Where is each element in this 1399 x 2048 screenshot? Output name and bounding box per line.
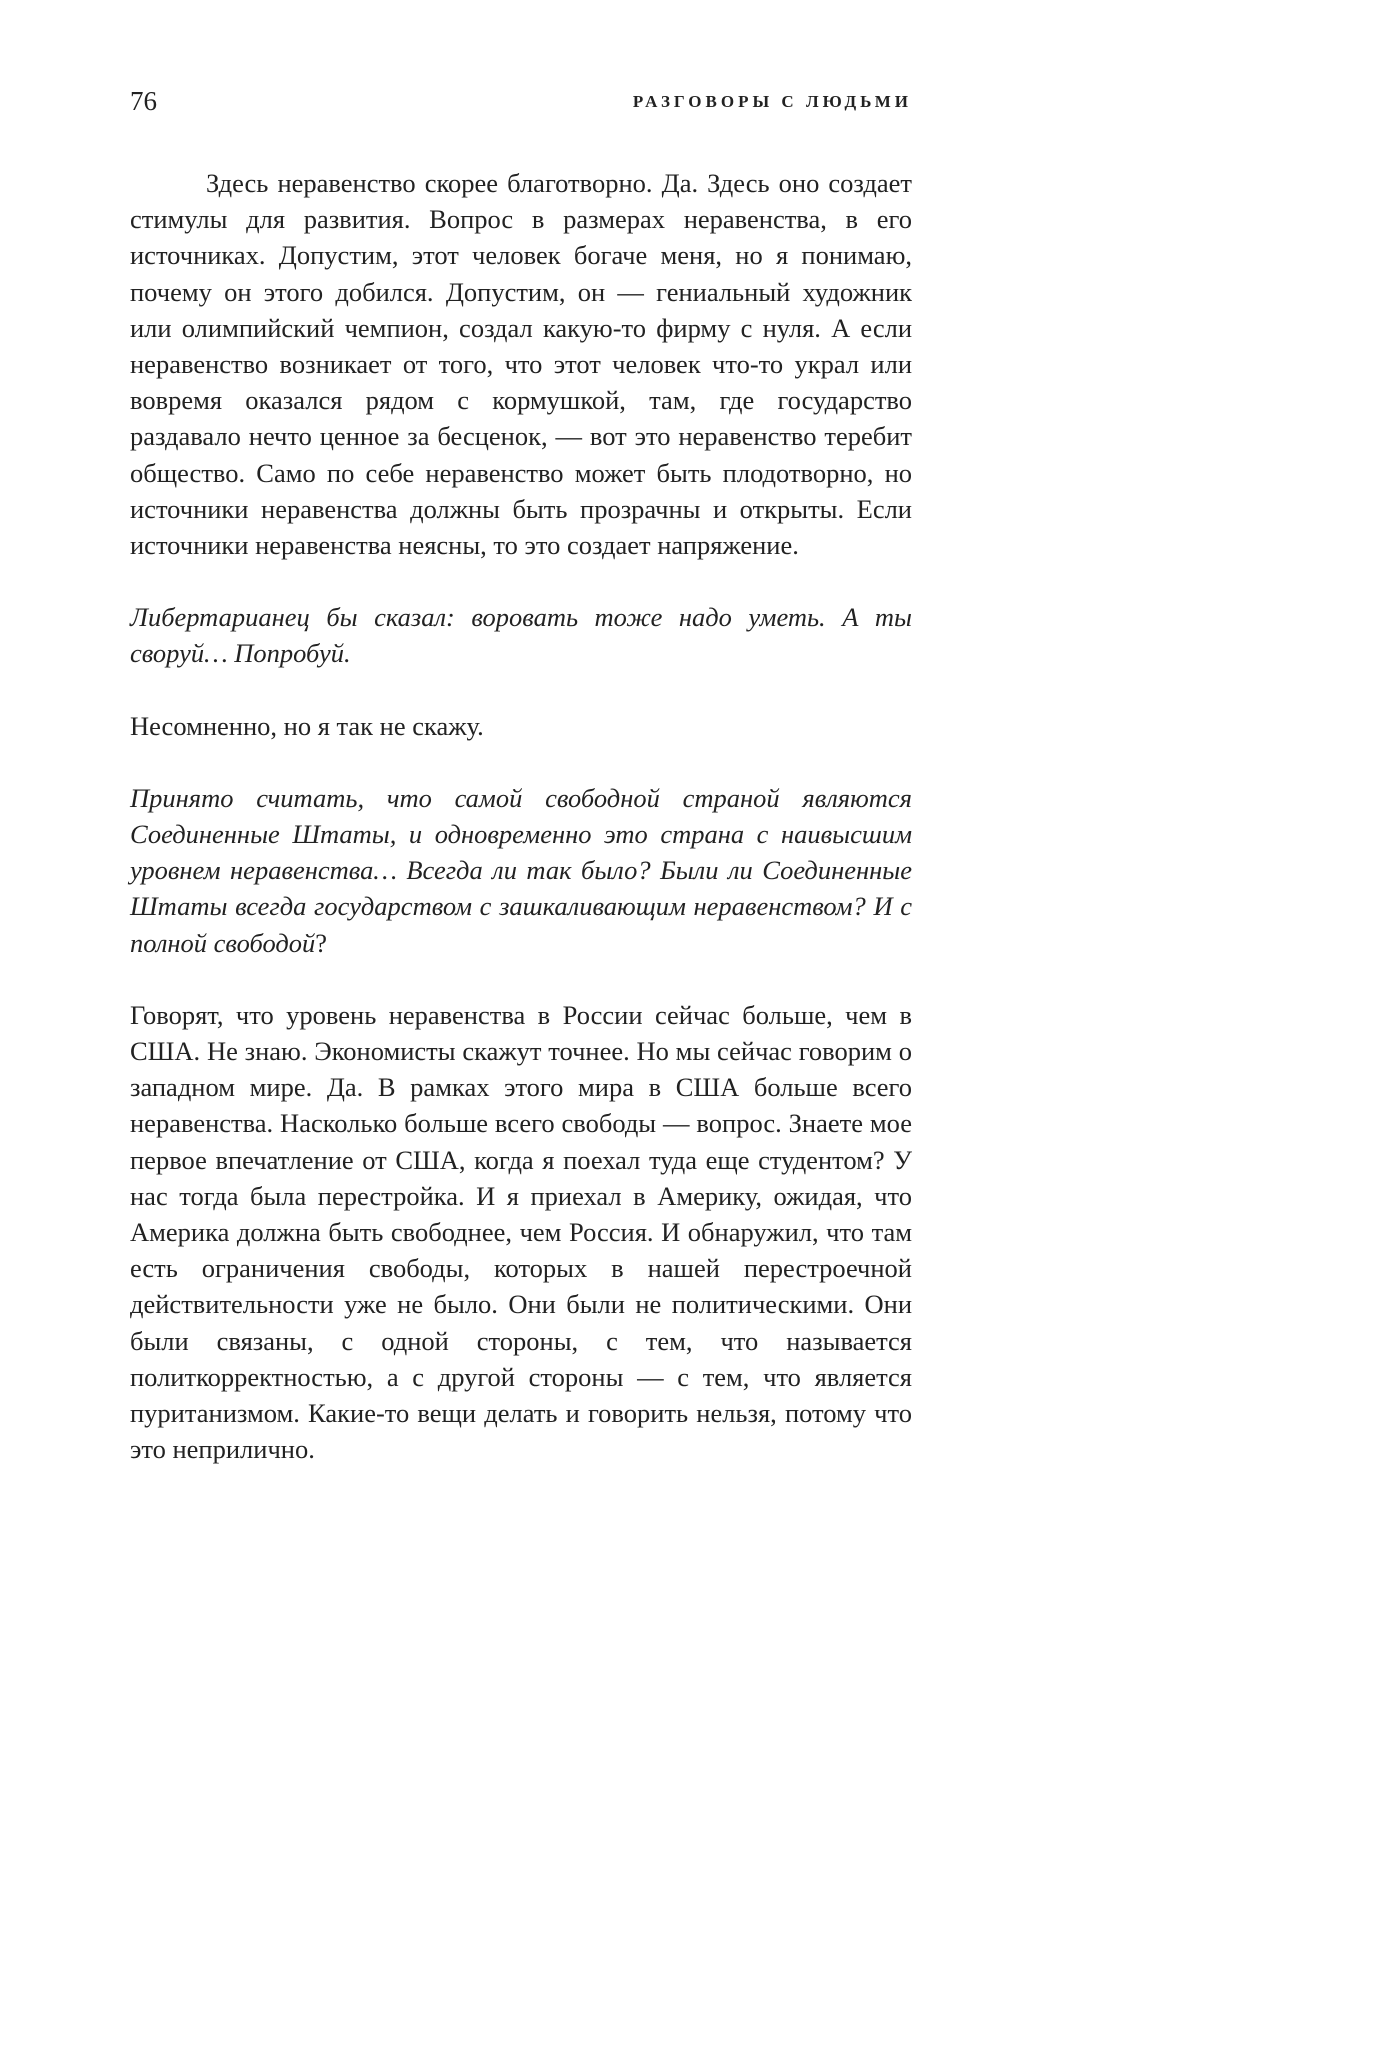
body-text	[130, 165, 912, 1504]
question-text: Принято считать, что самой свободной страной являются Соединенные Штаты, и одновременно это страна с наивысшим уровнем неравенства… Всегда ли так было? Были ли Соединенные Штаты всегда государством с зашкаливающим неравенством? И с полной свободой	[130, 782, 912, 958]
answer-paragraph: Несомненно, но я так не скажу.	[130, 710, 484, 741]
question-mark: ?	[315, 927, 328, 958]
chapter-title: РАЗГОВОРЫ С ЛЮДЬМИ	[632, 92, 912, 111]
question-paragraph	[130, 780, 912, 961]
page-number: 76	[130, 86, 157, 116]
question-paragraph: Либертарианец бы сказал: воровать тоже надо уметь. А ты своруй… Попробуй.	[130, 602, 912, 669]
running-head	[130, 86, 912, 126]
answer-paragraph: Здесь неравенство скорее благотворно. Да. Здесь оно создает стимулы для развития. Вопрос в размерах неравенства, в его источниках. Допустим, этот человек богаче меня, но я понимаю, почему он этого добился. Допустим, он — гениальный художник или олимпийский чемпион, создал какую-то фирму с нуля. А если неравенство возникает от того, что этот человек что-то украл или вовремя оказался рядом с кормушкой, там, где государство раздавало нечто ценное за бесценок, — вот это неравенство теребит общество. Само по себе неравенство может быть плодотворно, но источники неравенства должны быть прозрачны и открыты. Если источники неравенства неясны, то это создает напряжение.	[130, 168, 912, 561]
answer-paragraph: Говорят, что уровень неравенства в России сейчас больше, чем в США. Не знаю. Экономисты скажут точнее. Но мы сейчас говорим о западном мире. Да. В рамках этого мира в США больше всего неравенства. Насколько больше всего свободы — вопрос. Знаете мое первое впечатление от США, когда я поехал туда еще студентом? У нас тогда была перестройка. И я приехал в Америку, ожидая, что Америка должна быть свободнее, чем Россия. И обнаружил, что там есть ограничения свободы, которых в нашей перестроечной действительности уже не было. Они были не политическими. Они были связаны, с одной стороны, с тем, что называется политкорректностью, а с другой стороны — с тем, что является пуританизмом. Какие-то вещи делать и говорить нельзя, потому что это неприлично.	[130, 999, 912, 1465]
